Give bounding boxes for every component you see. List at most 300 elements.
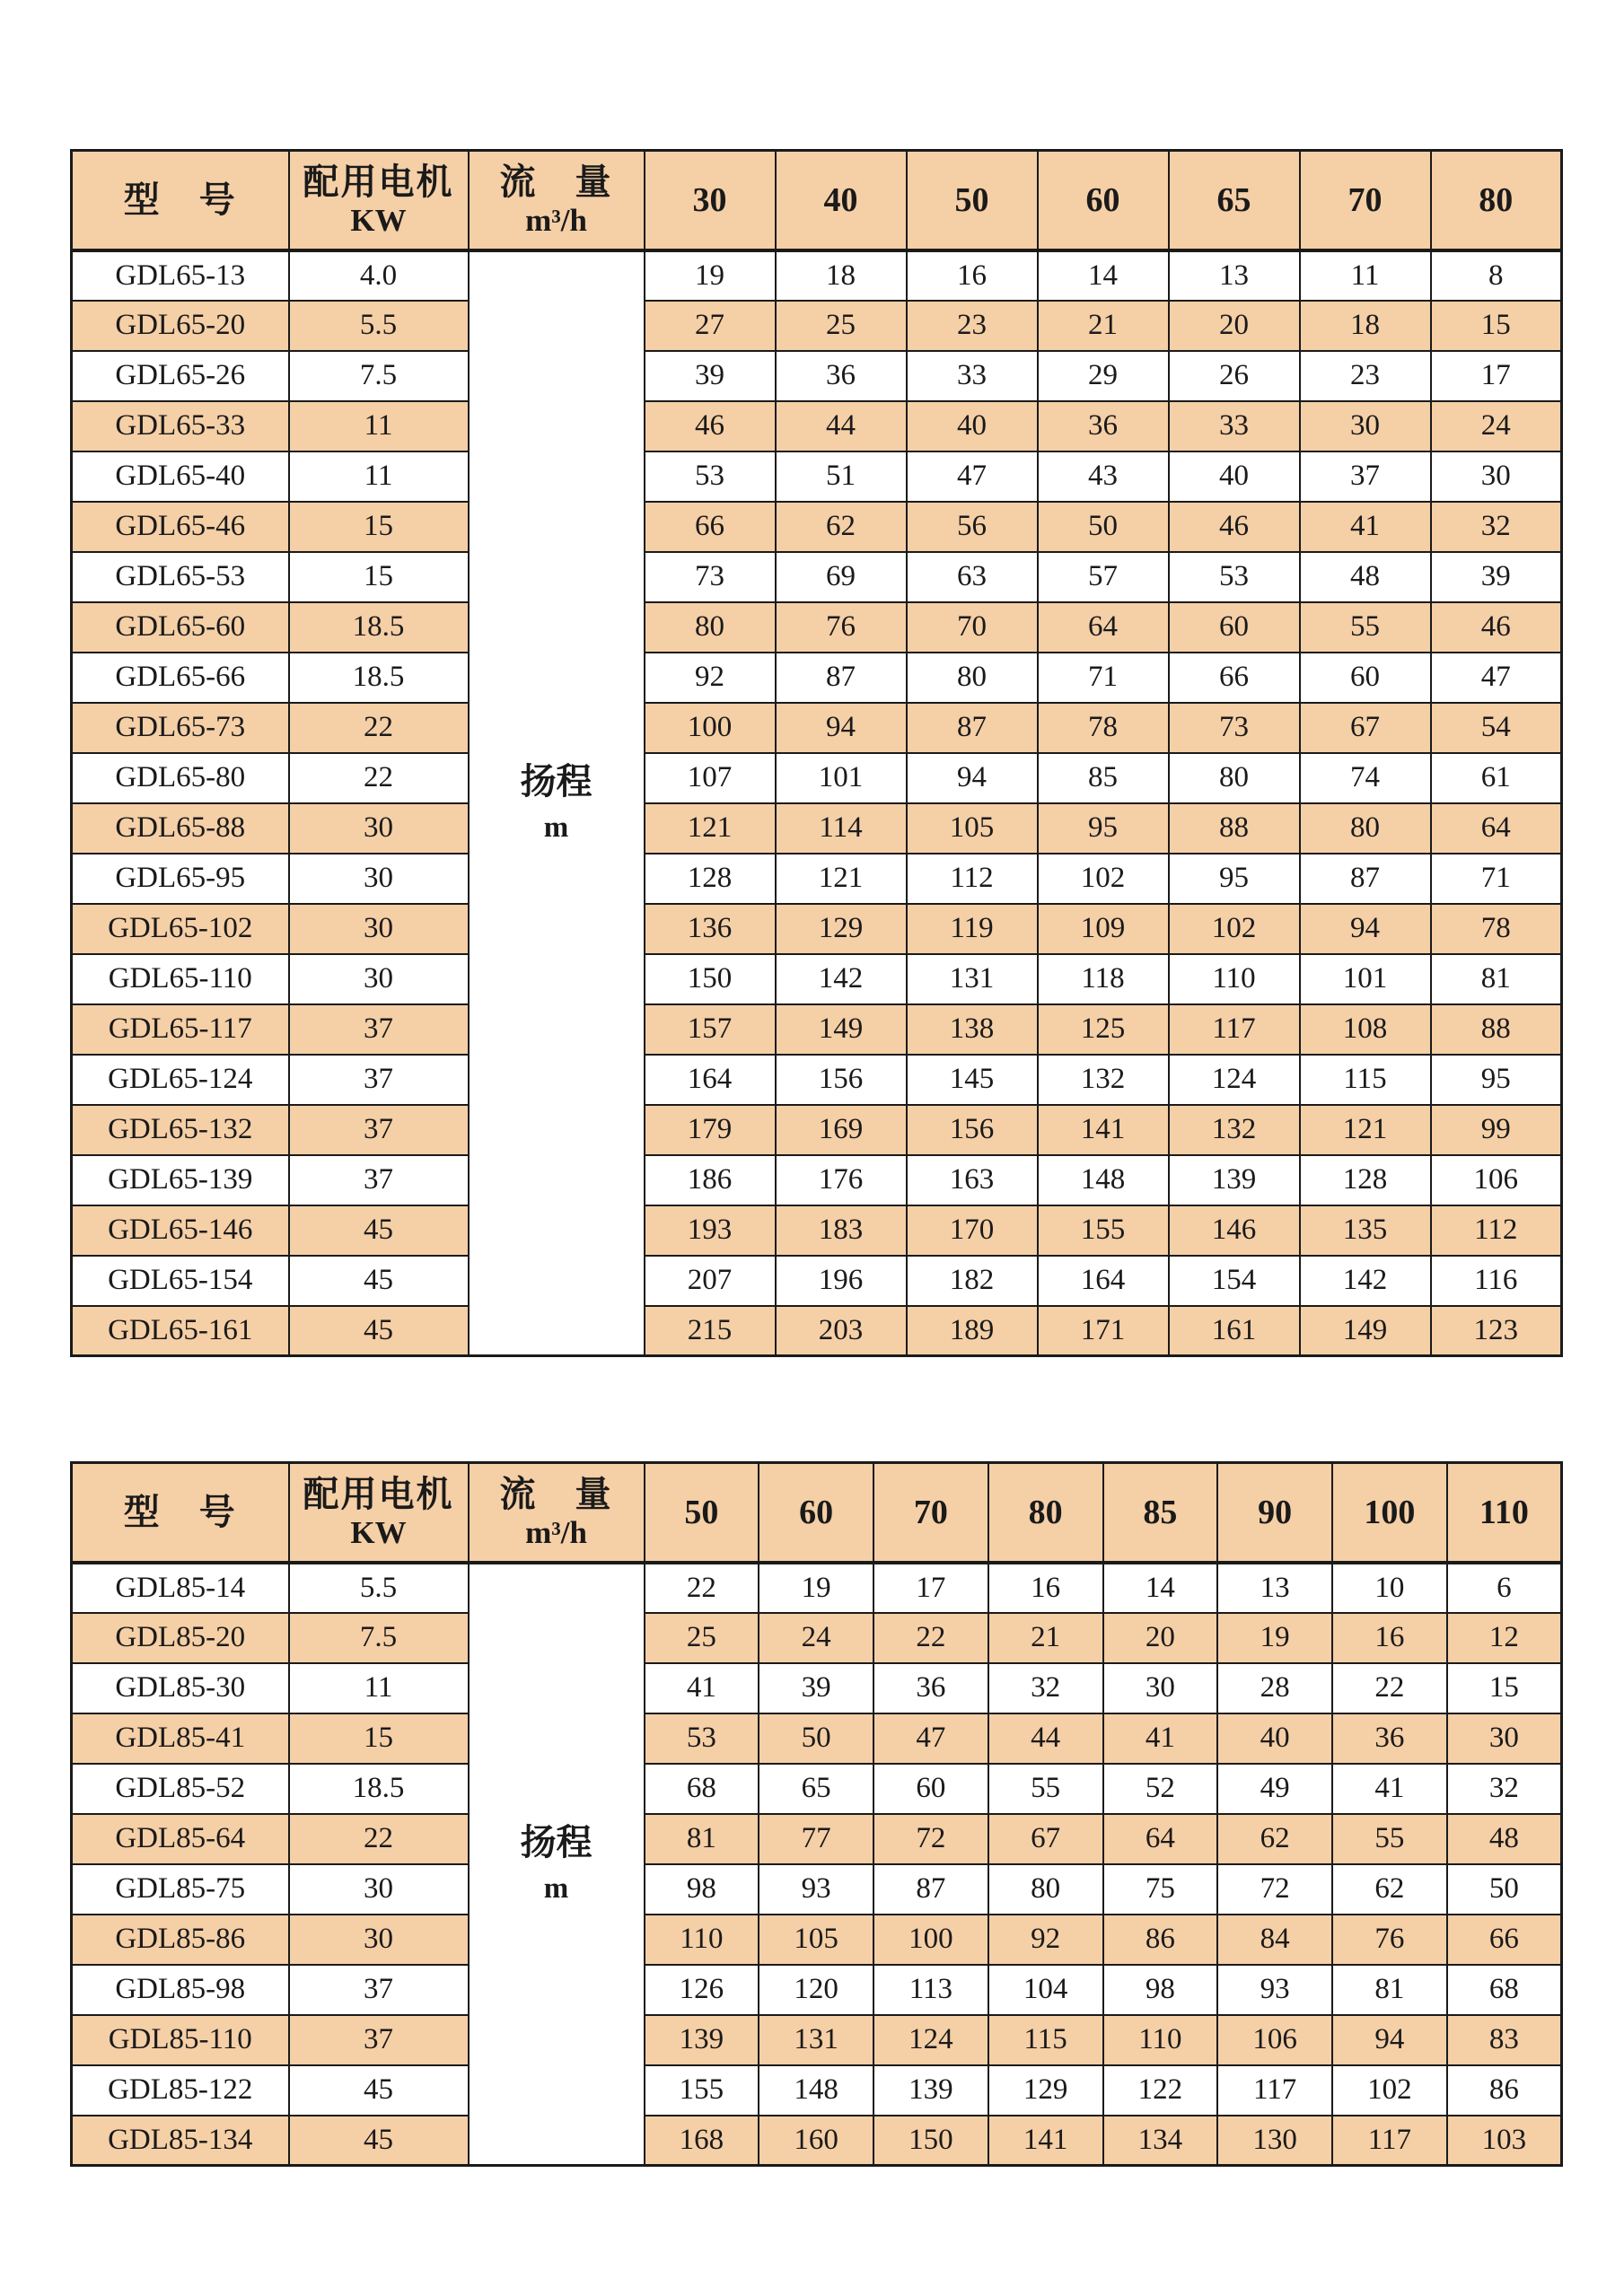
motor-unit-label: KW: [350, 1514, 407, 1550]
head-value-cell: 10: [1332, 1563, 1447, 1613]
head-value-cell: 67: [988, 1814, 1103, 1864]
table-row: [72, 301, 1562, 351]
head-value-cell: 145: [907, 1055, 1038, 1105]
head-value-cell: 16: [1332, 1613, 1447, 1663]
head-value-cell: 15: [1447, 1663, 1562, 1713]
head-value-cell: 64: [1103, 1814, 1218, 1864]
model-cell: GDL65-146: [72, 1205, 289, 1256]
head-value-cell: 68: [645, 1764, 759, 1814]
flow-rate-header: 50: [645, 1463, 759, 1563]
head-value-cell: 128: [645, 854, 776, 904]
head-value-cell: 94: [907, 753, 1038, 803]
head-value-cell: 103: [1447, 2116, 1562, 2166]
table-row: [72, 803, 1562, 854]
motor-kw-cell: 30: [289, 904, 469, 954]
table-row: [72, 854, 1562, 904]
table-row: [72, 1663, 1562, 1713]
head-value-cell: 22: [1332, 1663, 1447, 1713]
model-cell: GDL65-73: [72, 703, 289, 753]
head-value-cell: 116: [1431, 1256, 1562, 1306]
head-value-cell: 99: [1431, 1105, 1562, 1155]
head-value-cell: 72: [1217, 1864, 1332, 1915]
head-value-cell: 102: [1038, 854, 1169, 904]
table-row: [72, 2065, 1562, 2116]
head-value-cell: 70: [907, 602, 1038, 653]
model-cell: GDL65-20: [72, 301, 289, 351]
model-cell: GDL65-88: [72, 803, 289, 854]
head-value-cell: 128: [1300, 1155, 1431, 1205]
flow-rate-header: 30: [645, 151, 776, 250]
motor-kw-cell: 15: [289, 552, 469, 602]
head-value-cell: 102: [1332, 2065, 1447, 2116]
model-cell: GDL65-66: [72, 653, 289, 703]
motor-kw-cell: 18.5: [289, 1764, 469, 1814]
head-value-cell: 119: [907, 904, 1038, 954]
flow-rate-header: 100: [1332, 1463, 1447, 1563]
flow-unit-label: m³/h: [525, 202, 587, 238]
head-value-cell: 131: [907, 954, 1038, 1004]
head-value-cell: 115: [1300, 1055, 1431, 1105]
head-value-cell: 41: [1300, 502, 1431, 552]
motor-kw-cell: 37: [289, 1105, 469, 1155]
head-value-cell: 160: [759, 2116, 873, 2166]
head-value-cell: 80: [645, 602, 776, 653]
flow-rate-header: 60: [759, 1463, 873, 1563]
flow-column-label: 流 量: [499, 1473, 613, 1514]
head-value-cell: 117: [1217, 2065, 1332, 2116]
head-value-cell: 176: [776, 1155, 907, 1205]
head-value-cell: 29: [1038, 351, 1169, 401]
head-value-cell: 25: [645, 1613, 759, 1663]
head-value-cell: 138: [907, 1004, 1038, 1055]
head-value-cell: 32: [1447, 1764, 1562, 1814]
head-value-cell: 106: [1431, 1155, 1562, 1205]
head-value-cell: 86: [1447, 2065, 1562, 2116]
head-value-cell: 80: [988, 1864, 1103, 1915]
table-row: [72, 1814, 1562, 1864]
model-cell: GDL65-117: [72, 1004, 289, 1055]
head-value-cell: 86: [1103, 1915, 1218, 1965]
head-value-cell: 157: [645, 1004, 776, 1055]
head-m-merged-cell: [469, 250, 645, 1356]
table-row: [72, 250, 1562, 301]
head-value-cell: 17: [1431, 351, 1562, 401]
flow-rate-header: 80: [988, 1463, 1103, 1563]
head-value-cell: 17: [873, 1563, 988, 1613]
head-value-cell: 16: [907, 250, 1038, 301]
head-value-cell: 68: [1447, 1965, 1562, 2015]
head-value-cell: 19: [759, 1563, 873, 1613]
motor-kw-cell: 37: [289, 1155, 469, 1205]
model-cell: GDL85-98: [72, 1965, 289, 2015]
table-row: [72, 1965, 1562, 2015]
head-value-cell: 115: [988, 2015, 1103, 2065]
head-value-cell: 203: [776, 1306, 907, 1356]
head-value-cell: 171: [1038, 1306, 1169, 1356]
head-value-cell: 22: [645, 1563, 759, 1613]
head-value-cell: 92: [988, 1915, 1103, 1965]
model-column-label: 型 号: [123, 1491, 237, 1532]
head-value-cell: 47: [907, 451, 1038, 502]
head-value-cell: 36: [776, 351, 907, 401]
head-value-cell: 112: [1431, 1205, 1562, 1256]
head-value-cell: 55: [1332, 1814, 1447, 1864]
head-value-cell: 22: [873, 1613, 988, 1663]
head-value-cell: 40: [1169, 451, 1300, 502]
motor-kw-cell: 7.5: [289, 1613, 469, 1663]
head-value-cell: 77: [759, 1814, 873, 1864]
head-value-cell: 37: [1300, 451, 1431, 502]
head-value-cell: 117: [1332, 2116, 1447, 2166]
head-value-cell: 139: [873, 2065, 988, 2116]
head-value-cell: 132: [1169, 1105, 1300, 1155]
table-row: [72, 602, 1562, 653]
head-value-cell: 80: [1300, 803, 1431, 854]
head-value-cell: 92: [645, 653, 776, 703]
head-value-cell: 88: [1431, 1004, 1562, 1055]
head-value-cell: 148: [1038, 1155, 1169, 1205]
head-value-cell: 63: [907, 552, 1038, 602]
model-column-header: [72, 151, 289, 250]
head-value-cell: 142: [1300, 1256, 1431, 1306]
head-value-cell: 50: [759, 1713, 873, 1764]
head-value-cell: 14: [1038, 250, 1169, 301]
head-value-cell: 186: [645, 1155, 776, 1205]
head-value-cell: 196: [776, 1256, 907, 1306]
head-value-cell: 108: [1300, 1004, 1431, 1055]
head-value-cell: 27: [645, 301, 776, 351]
head-value-cell: 112: [907, 854, 1038, 904]
model-column-header: [72, 1463, 289, 1563]
model-cell: GDL65-26: [72, 351, 289, 401]
head-value-cell: 156: [776, 1055, 907, 1105]
table-row: [72, 1055, 1562, 1105]
head-value-cell: 24: [759, 1613, 873, 1663]
head-value-cell: 155: [645, 2065, 759, 2116]
head-value-cell: 12: [1447, 1613, 1562, 1663]
head-value-cell: 139: [645, 2015, 759, 2065]
head-value-cell: 94: [776, 703, 907, 753]
head-value-cell: 129: [776, 904, 907, 954]
head-value-cell: 132: [1038, 1055, 1169, 1105]
head-value-cell: 41: [645, 1663, 759, 1713]
motor-kw-cell: 30: [289, 954, 469, 1004]
model-cell: GDL65-53: [72, 552, 289, 602]
head-value-cell: 16: [988, 1563, 1103, 1613]
head-value-cell: 110: [645, 1915, 759, 1965]
head-value-cell: 46: [645, 401, 776, 451]
head-value-cell: 123: [1431, 1306, 1562, 1356]
head-value-cell: 100: [645, 703, 776, 753]
head-value-cell: 149: [776, 1004, 907, 1055]
head-value-cell: 100: [873, 1915, 988, 1965]
head-value-cell: 139: [1169, 1155, 1300, 1205]
head-value-cell: 20: [1169, 301, 1300, 351]
head-value-cell: 66: [1447, 1915, 1562, 1965]
head-value-cell: 43: [1038, 451, 1169, 502]
head-value-cell: 72: [873, 1814, 988, 1864]
head-value-cell: 11: [1300, 250, 1431, 301]
flow-rate-header: 110: [1447, 1463, 1562, 1563]
head-value-cell: 53: [645, 451, 776, 502]
head-value-cell: 124: [1169, 1055, 1300, 1105]
flow-column-header: [469, 151, 645, 250]
head-value-cell: 36: [873, 1663, 988, 1713]
head-value-cell: 104: [988, 1965, 1103, 2015]
motor-unit-label: KW: [350, 202, 407, 238]
motor-kw-cell: 37: [289, 2015, 469, 2065]
model-cell: GDL85-134: [72, 2116, 289, 2166]
head-value-cell: 23: [1300, 351, 1431, 401]
pump-table-gdl65: [70, 149, 1563, 1357]
head-value-cell: 87: [873, 1864, 988, 1915]
head-value-cell: 40: [907, 401, 1038, 451]
motor-kw-cell: 45: [289, 1256, 469, 1306]
table-row: [72, 1713, 1562, 1764]
head-value-cell: 81: [645, 1814, 759, 1864]
head-value-cell: 24: [1431, 401, 1562, 451]
head-value-cell: 154: [1169, 1256, 1300, 1306]
head-label: 扬程: [520, 1821, 593, 1862]
head-value-cell: 57: [1038, 552, 1169, 602]
head-value-cell: 56: [907, 502, 1038, 552]
head-value-cell: 53: [645, 1713, 759, 1764]
table-row: [72, 1256, 1562, 1306]
table-row: [72, 954, 1562, 1004]
head-value-cell: 129: [988, 2065, 1103, 2116]
table-row: [72, 552, 1562, 602]
head-value-cell: 13: [1217, 1563, 1332, 1613]
head-value-cell: 114: [776, 803, 907, 854]
model-cell: GDL65-161: [72, 1306, 289, 1356]
head-value-cell: 26: [1169, 351, 1300, 401]
table-row: [72, 451, 1562, 502]
table-row: [72, 1864, 1562, 1915]
header-row: [72, 151, 1562, 250]
head-value-cell: 18: [1300, 301, 1431, 351]
model-cell: GDL65-102: [72, 904, 289, 954]
head-value-cell: 95: [1431, 1055, 1562, 1105]
head-value-cell: 52: [1103, 1764, 1218, 1814]
head-value-cell: 105: [759, 1915, 873, 1965]
head-value-cell: 193: [645, 1205, 776, 1256]
model-cell: GDL65-124: [72, 1055, 289, 1105]
model-cell: GDL85-41: [72, 1713, 289, 1764]
head-value-cell: 141: [1038, 1105, 1169, 1155]
head-value-cell: 179: [645, 1105, 776, 1155]
head-value-cell: 94: [1300, 904, 1431, 954]
head-value-cell: 30: [1300, 401, 1431, 451]
model-cell: GDL65-33: [72, 401, 289, 451]
pump-table-gdl85: [70, 1461, 1563, 2167]
flow-rate-header: 60: [1038, 151, 1169, 250]
head-value-cell: 48: [1447, 1814, 1562, 1864]
head-value-cell: 164: [1038, 1256, 1169, 1306]
head-value-cell: 110: [1169, 954, 1300, 1004]
flow-rate-header: 70: [1300, 151, 1431, 250]
head-value-cell: 39: [759, 1663, 873, 1713]
head-value-cell: 41: [1332, 1764, 1447, 1814]
head-value-cell: 50: [1447, 1864, 1562, 1915]
head-value-cell: 46: [1431, 602, 1562, 653]
head-value-cell: 54: [1431, 703, 1562, 753]
flow-rate-header: 70: [873, 1463, 988, 1563]
motor-kw-cell: 11: [289, 401, 469, 451]
head-value-cell: 150: [873, 2116, 988, 2166]
head-value-cell: 33: [1169, 401, 1300, 451]
head-value-cell: 20: [1103, 1613, 1218, 1663]
flow-rate-header: 65: [1169, 151, 1300, 250]
head-value-cell: 130: [1217, 2116, 1332, 2166]
motor-column-label: 配用电机: [303, 1473, 454, 1514]
table-row: [72, 703, 1562, 753]
motor-kw-cell: 5.5: [289, 301, 469, 351]
head-value-cell: 75: [1103, 1864, 1218, 1915]
flow-rate-header: 80: [1431, 151, 1562, 250]
model-cell: GDL85-75: [72, 1864, 289, 1915]
head-value-cell: 41: [1103, 1713, 1218, 1764]
motor-kw-cell: 11: [289, 451, 469, 502]
motor-kw-cell: 45: [289, 1306, 469, 1356]
head-value-cell: 65: [759, 1764, 873, 1814]
head-value-cell: 44: [988, 1713, 1103, 1764]
motor-kw-cell: 30: [289, 1864, 469, 1915]
head-value-cell: 25: [776, 301, 907, 351]
head-value-cell: 40: [1217, 1713, 1332, 1764]
head-value-cell: 18: [776, 250, 907, 301]
head-value-cell: 47: [1431, 653, 1562, 703]
head-value-cell: 121: [776, 854, 907, 904]
head-value-cell: 126: [645, 1965, 759, 2015]
head-value-cell: 170: [907, 1205, 1038, 1256]
motor-kw-cell: 45: [289, 1205, 469, 1256]
head-value-cell: 135: [1300, 1205, 1431, 1256]
motor-kw-cell: 7.5: [289, 351, 469, 401]
table-row: [72, 1306, 1562, 1356]
model-cell: GDL65-60: [72, 602, 289, 653]
head-value-cell: 141: [988, 2116, 1103, 2166]
head-value-cell: 64: [1038, 602, 1169, 653]
model-cell: GDL65-13: [72, 250, 289, 301]
table-row: [72, 401, 1562, 451]
table-row: [72, 1004, 1562, 1055]
head-value-cell: 120: [759, 1965, 873, 2015]
head-value-cell: 163: [907, 1155, 1038, 1205]
head-value-cell: 113: [873, 1965, 988, 2015]
model-cell: GDL65-110: [72, 954, 289, 1004]
head-value-cell: 169: [776, 1105, 907, 1155]
head-value-cell: 117: [1169, 1004, 1300, 1055]
head-value-cell: 121: [1300, 1105, 1431, 1155]
head-value-cell: 83: [1447, 2015, 1562, 2065]
head-value-cell: 36: [1332, 1713, 1447, 1764]
head-value-cell: 118: [1038, 954, 1169, 1004]
head-value-cell: 146: [1169, 1205, 1300, 1256]
model-cell: GDL65-95: [72, 854, 289, 904]
head-value-cell: 30: [1447, 1713, 1562, 1764]
head-value-cell: 73: [645, 552, 776, 602]
head-value-cell: 81: [1332, 1965, 1447, 2015]
head-value-cell: 61: [1431, 753, 1562, 803]
model-column-label: 型 号: [123, 179, 237, 220]
table-row: [72, 2015, 1562, 2065]
head-value-cell: 101: [776, 753, 907, 803]
head-value-cell: 81: [1431, 954, 1562, 1004]
flow-column-label: 流 量: [499, 161, 613, 202]
head-value-cell: 19: [645, 250, 776, 301]
motor-column-header: [289, 151, 469, 250]
head-value-cell: 78: [1431, 904, 1562, 954]
table-row: [72, 1205, 1562, 1256]
motor-column-label: 配用电机: [303, 161, 454, 202]
motor-kw-cell: 30: [289, 1915, 469, 1965]
motor-kw-cell: 15: [289, 502, 469, 552]
head-value-cell: 44: [776, 401, 907, 451]
head-value-cell: 46: [1169, 502, 1300, 552]
head-value-cell: 121: [645, 803, 776, 854]
table-row: [72, 904, 1562, 954]
motor-kw-cell: 37: [289, 1965, 469, 2015]
head-value-cell: 62: [776, 502, 907, 552]
head-value-cell: 39: [645, 351, 776, 401]
table-row: [72, 753, 1562, 803]
motor-kw-cell: 15: [289, 1713, 469, 1764]
head-value-cell: 98: [1103, 1965, 1218, 2015]
head-value-cell: 94: [1332, 2015, 1447, 2065]
head-value-cell: 182: [907, 1256, 1038, 1306]
head-value-cell: 95: [1169, 854, 1300, 904]
flow-rate-header: 85: [1103, 1463, 1218, 1563]
head-value-cell: 101: [1300, 954, 1431, 1004]
head-value-cell: 33: [907, 351, 1038, 401]
motor-kw-cell: 22: [289, 1814, 469, 1864]
head-value-cell: 36: [1038, 401, 1169, 451]
head-value-cell: 62: [1332, 1864, 1447, 1915]
head-value-cell: 66: [1169, 653, 1300, 703]
head-value-cell: 49: [1217, 1764, 1332, 1814]
model-cell: GDL85-122: [72, 2065, 289, 2116]
head-value-cell: 21: [1038, 301, 1169, 351]
head-value-cell: 122: [1103, 2065, 1218, 2116]
table-row: [72, 1155, 1562, 1205]
head-value-cell: 161: [1169, 1306, 1300, 1356]
table-row: [72, 1563, 1562, 1613]
head-value-cell: 39: [1431, 552, 1562, 602]
head-value-cell: 98: [645, 1864, 759, 1915]
head-value-cell: 14: [1103, 1563, 1218, 1613]
head-value-cell: 131: [759, 2015, 873, 2065]
model-cell: GDL85-86: [72, 1915, 289, 1965]
head-value-cell: 6: [1447, 1563, 1562, 1613]
head-value-cell: 107: [645, 753, 776, 803]
head-value-cell: 15: [1431, 301, 1562, 351]
model-cell: GDL85-64: [72, 1814, 289, 1864]
motor-kw-cell: 30: [289, 854, 469, 904]
model-cell: GDL85-30: [72, 1663, 289, 1713]
head-value-cell: 155: [1038, 1205, 1169, 1256]
head-unit-label: m: [543, 1871, 569, 1905]
head-value-cell: 87: [907, 703, 1038, 753]
head-value-cell: 93: [759, 1864, 873, 1915]
head-value-cell: 189: [907, 1306, 1038, 1356]
head-value-cell: 125: [1038, 1004, 1169, 1055]
head-value-cell: 60: [1300, 653, 1431, 703]
head-value-cell: 76: [1332, 1915, 1447, 1965]
head-value-cell: 30: [1103, 1663, 1218, 1713]
motor-kw-cell: 18.5: [289, 602, 469, 653]
head-value-cell: 156: [907, 1105, 1038, 1155]
head-value-cell: 74: [1300, 753, 1431, 803]
